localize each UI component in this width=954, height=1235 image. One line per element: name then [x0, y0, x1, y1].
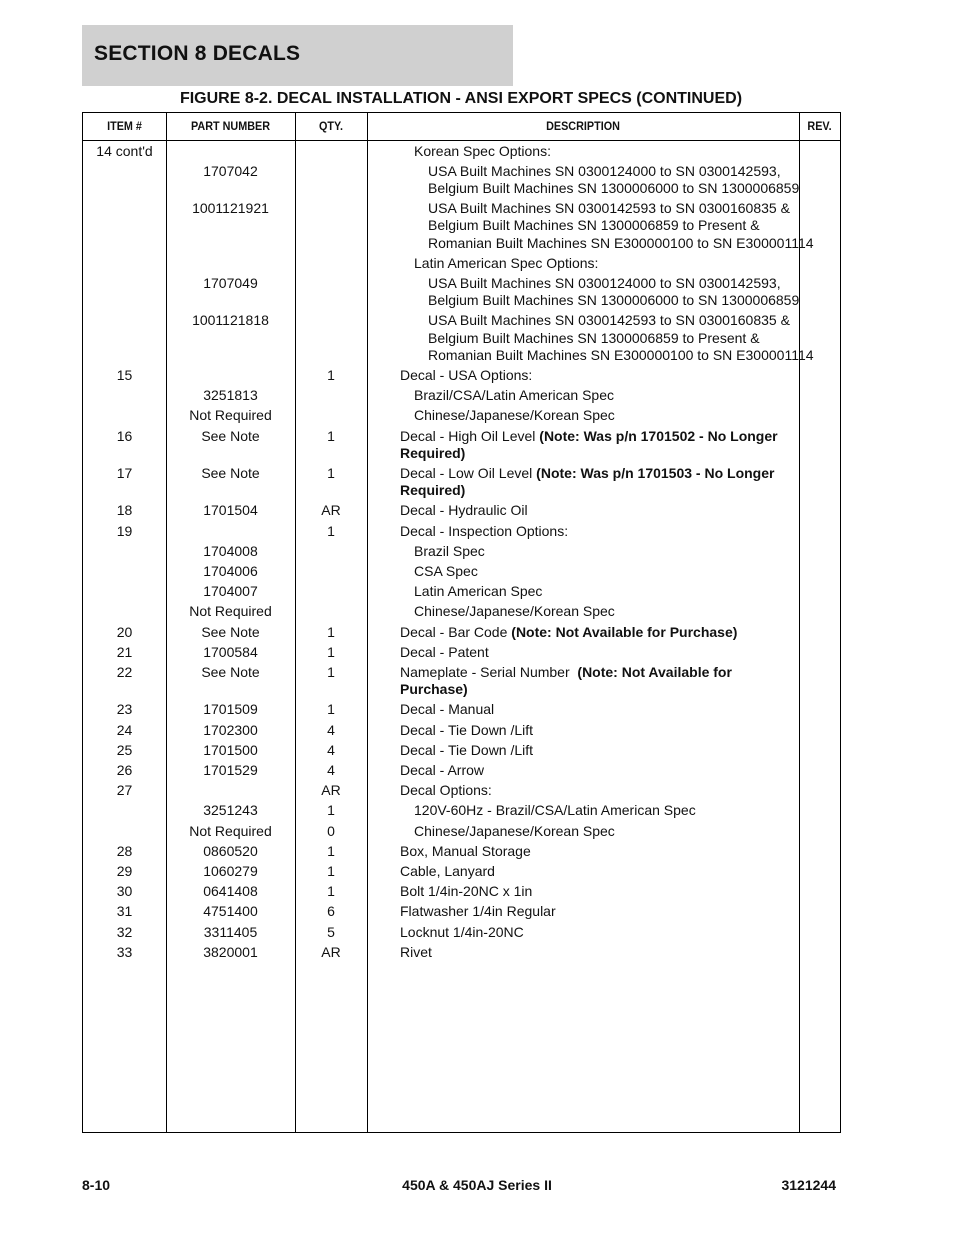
- description-text: Rivet: [400, 943, 432, 960]
- description: [400, 944, 795, 961]
- part-number: See Note: [201, 663, 260, 680]
- part-number: 0641408: [203, 883, 258, 900]
- description-text: Decal - Manual: [400, 701, 495, 718]
- table-row: [83, 521, 840, 541]
- model-name: 450A & 450AJ Series II: [402, 1177, 552, 1193]
- description-text: 120V-60Hz - Brazil/CSA/Latin American Spec: [414, 802, 696, 819]
- table-row: [83, 541, 840, 561]
- description-text: Decal - Inspection Options:: [400, 522, 569, 539]
- description: [400, 924, 795, 941]
- quantity: AR: [321, 782, 341, 799]
- table-row: [83, 463, 840, 500]
- description-text: USA Built Machines SN 0300124000 to SN 0300142593, Belgium Built Machines SN 1300006000 to SN 1300006859: [428, 274, 800, 309]
- description-text: Bolt 1/4in-20NC x 1in: [400, 883, 533, 900]
- description-note: (Note: Not Available for Purchase): [400, 663, 732, 698]
- quantity: AR: [321, 943, 341, 960]
- part-number: Not Required: [189, 822, 272, 839]
- table-row: [83, 426, 840, 463]
- part-number: 1704006: [203, 562, 258, 579]
- quantity: 6: [327, 903, 335, 920]
- part-number: 1707042: [203, 162, 258, 179]
- description-note: (Note: Was p/n 1701502 - No Longer Required): [400, 427, 778, 461]
- description: [400, 387, 809, 404]
- item-number: 21: [116, 643, 133, 660]
- page-number: 8-10: [82, 1177, 111, 1193]
- quantity: 5: [327, 923, 335, 940]
- description: [400, 407, 809, 424]
- description-text: Latin American Spec: [414, 583, 543, 600]
- table-row: [83, 365, 840, 385]
- description-text: Chinese/Japanese/Korean Spec: [414, 603, 615, 620]
- description-text: Decal - Bar Code: [400, 623, 512, 640]
- description-text: Decal - Patent: [400, 643, 489, 660]
- description-text: Korean Spec Options:: [414, 142, 551, 159]
- description-text: Flatwasher 1/4in Regular: [400, 903, 556, 920]
- table-row: [83, 902, 840, 922]
- item-number: 16: [116, 427, 133, 444]
- description-text: Decal - Hydraulic Oil: [400, 502, 528, 519]
- description: [400, 823, 809, 840]
- quantity: 4: [327, 762, 335, 778]
- part-number: 1701509: [203, 701, 258, 718]
- part-number: See Note: [201, 464, 260, 481]
- description-text: Nameplate - Serial Number: [400, 663, 578, 680]
- description-text: CSA Spec: [414, 562, 478, 579]
- description: [400, 644, 795, 661]
- description-text: Chinese/Japanese/Korean Spec: [414, 407, 615, 424]
- description: [400, 843, 795, 860]
- parts-table: [82, 112, 841, 1133]
- description: [400, 312, 823, 364]
- table-row: [83, 882, 840, 902]
- part-number: 1001121818: [192, 312, 269, 329]
- header-rev: REV.: [807, 119, 832, 133]
- part-number: 1060279: [203, 863, 258, 880]
- item-number: 19: [116, 522, 133, 539]
- part-number: 1702300: [203, 721, 258, 738]
- table-row: [83, 273, 840, 310]
- item-number: 27: [116, 782, 133, 799]
- description-text: Chinese/Japanese/Korean Spec: [414, 822, 615, 839]
- table-row: [83, 161, 840, 198]
- item-number: 15: [116, 366, 133, 383]
- description: [400, 502, 795, 519]
- description-text: USA Built Machines SN 0300124000 to SN 0300142593, Belgium Built Machines SN 1300006000 to SN 1300006859: [428, 162, 800, 196]
- quantity: 1: [327, 427, 335, 444]
- description: [400, 367, 795, 384]
- quantity: 1: [327, 701, 335, 718]
- part-number: 1701500: [203, 741, 258, 758]
- description: [400, 255, 809, 272]
- header-qty: QTY.: [318, 119, 343, 133]
- table-row: [83, 740, 840, 760]
- item-number: 17: [116, 464, 133, 481]
- quantity: 4: [327, 721, 335, 738]
- item-number: 24: [116, 721, 133, 738]
- item-number: 14 cont'd: [96, 142, 153, 159]
- part-number: 1707049: [203, 274, 258, 291]
- item-number: 22: [116, 663, 133, 680]
- quantity: 0: [327, 822, 335, 839]
- description-text: Latin American Spec Options:: [414, 254, 599, 271]
- table-row: [83, 781, 840, 801]
- part-number: 4751400: [203, 903, 258, 920]
- description: [400, 722, 795, 739]
- quantity: 1: [327, 464, 335, 481]
- description-text: USA Built Machines SN 0300142593 to SN 0300160835 & Belgium Built Machines SN 1300006859 to Present & Romanian Built Machines SN E300000100 to SN E300001114: [428, 200, 814, 251]
- table-row: [83, 922, 840, 942]
- part-number: 1704007: [203, 583, 258, 600]
- quantity: 4: [327, 741, 335, 758]
- description-text: Brazil/CSA/Latin American Spec: [414, 387, 614, 404]
- table-row: [83, 761, 840, 781]
- description: [400, 664, 795, 698]
- quantity: 1: [327, 863, 335, 880]
- description-text: Locknut 1/4in-20NC: [400, 923, 524, 940]
- description: [400, 603, 809, 620]
- description-text: Cable, Lanyard: [400, 863, 495, 880]
- part-number: 3311405: [203, 923, 258, 940]
- description: [400, 543, 809, 560]
- table-row: [83, 406, 840, 426]
- description-text: Decal - Arrow: [400, 762, 485, 778]
- part-number: 3251813: [203, 387, 258, 404]
- table-row: [83, 501, 840, 521]
- description: [400, 742, 795, 759]
- description-text: USA Built Machines SN 0300142593 to SN 0300160835 & Belgium Built Machines SN 1300006859 to Present & Romanian Built Machines SN E300000100 to SN E300001114: [428, 312, 814, 363]
- description: [400, 701, 795, 718]
- item-number: 33: [116, 943, 133, 960]
- table-row: [83, 821, 840, 841]
- item-number: 32: [116, 923, 133, 940]
- quantity: 1: [327, 802, 335, 819]
- description: [400, 802, 809, 819]
- description: [400, 583, 809, 600]
- item-number: 26: [116, 762, 133, 778]
- table-row: [83, 253, 840, 273]
- part-number: 1704008: [203, 542, 258, 559]
- description: [400, 523, 795, 540]
- part-number: See Note: [201, 623, 260, 640]
- description: [400, 782, 795, 799]
- description-text: Box, Manual Storage: [400, 842, 531, 859]
- part-number: Not Required: [189, 407, 272, 424]
- description: [400, 200, 823, 252]
- part-number: 1701529: [203, 762, 258, 778]
- table-row: [83, 662, 840, 699]
- quantity: 1: [327, 366, 335, 383]
- quantity: 1: [327, 883, 335, 900]
- item-number: 18: [116, 502, 133, 519]
- quantity: AR: [321, 502, 341, 519]
- table-row: [83, 602, 840, 622]
- part-number: 1001121921: [192, 200, 269, 217]
- table-row: [83, 942, 840, 962]
- part-number: 0860520: [203, 842, 258, 859]
- description: [400, 563, 809, 580]
- description: [400, 428, 795, 462]
- part-number: 3251243: [203, 802, 258, 819]
- table-row: [83, 561, 840, 581]
- item-number: 20: [116, 623, 133, 640]
- header-item: ITEM #: [107, 119, 142, 133]
- table-row: [83, 311, 840, 366]
- description: [400, 762, 795, 779]
- table-row: [83, 862, 840, 882]
- figure-title: FIGURE 8-2. DECAL INSTALLATION - ANSI EXPORT SPECS (CONTINUED): [179, 90, 743, 107]
- description: [400, 624, 795, 641]
- quantity: 1: [327, 522, 335, 539]
- item-number: 23: [116, 701, 133, 718]
- description-note: (Note: Not Available for Purchase): [511, 623, 738, 640]
- item-number: 31: [116, 903, 133, 920]
- description: [400, 275, 823, 309]
- description-text: Decal - Low Oil Level: [400, 464, 537, 481]
- table-body: [83, 141, 840, 963]
- section-header: [82, 25, 513, 86]
- document-number: 3121244: [781, 1177, 836, 1193]
- description-text: Decal - USA Options:: [400, 366, 533, 383]
- description: [400, 143, 809, 160]
- description-text: Decal - High Oil Level: [400, 427, 540, 444]
- section-title: SECTION 8 DECALS: [94, 42, 301, 65]
- table-row: [83, 386, 840, 406]
- description-text: Brazil Spec: [414, 542, 485, 559]
- header-part-number: PART NUMBER: [190, 119, 271, 133]
- quantity: 1: [327, 623, 335, 640]
- table-row: [83, 801, 840, 821]
- item-number: 28: [116, 842, 133, 859]
- description: [400, 903, 795, 920]
- part-number: Not Required: [189, 603, 272, 620]
- table-row: [83, 141, 840, 161]
- quantity: 1: [327, 663, 335, 680]
- table-row: [83, 199, 840, 254]
- part-number: See Note: [201, 427, 260, 444]
- item-number: 29: [116, 863, 133, 880]
- part-number: 3820001: [203, 943, 258, 960]
- description-text: Decal Options:: [400, 782, 492, 799]
- description: [400, 883, 795, 900]
- description-text: Decal - Tie Down /Lift: [400, 741, 534, 758]
- quantity: 1: [327, 643, 335, 660]
- description: [400, 163, 823, 197]
- table-row: [83, 700, 840, 720]
- table-row: [83, 582, 840, 602]
- description: [400, 465, 795, 499]
- description-text: Decal - Tie Down /Lift: [400, 721, 534, 738]
- part-number: 1701504: [203, 502, 258, 519]
- quantity: 1: [327, 842, 335, 859]
- table-row: [83, 841, 840, 861]
- description-note: (Note: Was p/n 1701503 - No Longer Required): [400, 464, 775, 499]
- table-row: [83, 720, 840, 740]
- item-number: 30: [116, 883, 133, 900]
- table-row: [83, 642, 840, 662]
- description: [400, 863, 795, 880]
- header-description: DESCRIPTION: [546, 119, 620, 133]
- item-number: 25: [116, 741, 133, 758]
- table-row: [83, 622, 840, 642]
- part-number: 1700584: [203, 643, 258, 660]
